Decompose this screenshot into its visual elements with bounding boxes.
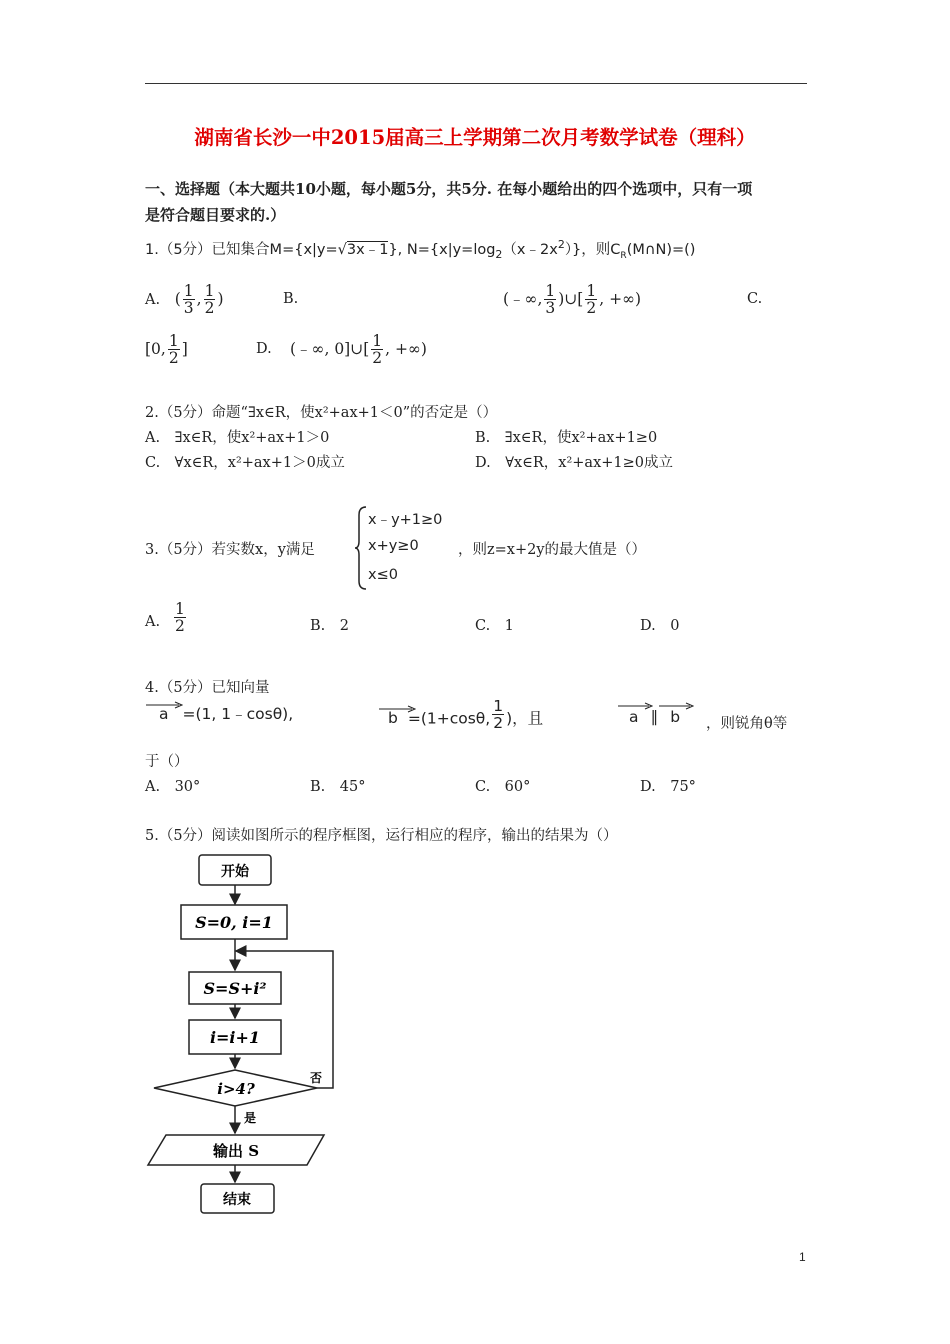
q4-eq2-den: 2 bbox=[493, 714, 504, 733]
q1-c-part1: [0, bbox=[145, 339, 166, 358]
vector-arrow-icon bbox=[658, 702, 694, 710]
q4-vector-line bbox=[145, 702, 293, 724]
q1-option-b bbox=[503, 283, 641, 317]
q1-tail: ）}，则C bbox=[564, 242, 621, 258]
q1-b-frac1-den: 3 bbox=[545, 299, 556, 318]
q4-vec-b2 bbox=[658, 708, 692, 726]
q1-log-exp: 2 bbox=[557, 238, 565, 252]
q4-option-b: B. 45° bbox=[310, 779, 366, 795]
q3-suffix: ，则z=x+2y的最大值是（） bbox=[458, 542, 647, 558]
q4-vector-b-line bbox=[378, 697, 544, 736]
q4-parallel-expr bbox=[617, 708, 692, 726]
q3-a-frac bbox=[174, 601, 186, 635]
q3-option-b: B. 2 bbox=[310, 618, 349, 634]
q2-option-b: B. ∃x∈R，使x²+ax+1≥0 bbox=[475, 430, 658, 446]
q1-b-frac1 bbox=[544, 283, 556, 317]
q1-a-frac2-den: 2 bbox=[204, 299, 215, 318]
q4-parallel: ∥ bbox=[650, 708, 659, 726]
q4-option-c: C. 60° bbox=[475, 779, 531, 795]
q1-option-a bbox=[145, 283, 224, 317]
q1-a-frac1-num: 1 bbox=[183, 282, 194, 300]
q4-eq2-post: )，且 bbox=[506, 709, 544, 728]
q1-b-frac2-num: 1 bbox=[586, 282, 597, 300]
question-2-stem: 2.（5分）命题“∃x∈R，使x²+ax+1＜0”的否定是（） bbox=[145, 405, 498, 421]
flow-cond-label: i>4? bbox=[217, 1080, 255, 1098]
q1-b-frac1-num: 1 bbox=[545, 282, 556, 300]
flow-output-label: 输出 S bbox=[212, 1142, 260, 1160]
q1-option-c bbox=[145, 333, 188, 367]
flow-init-label: S=0, i=1 bbox=[195, 913, 273, 932]
question-4-stem: 4.（5分）已知向量 bbox=[145, 680, 270, 696]
q4-vec-a-label: a bbox=[159, 705, 169, 723]
q1-option-b-label: B. bbox=[283, 291, 299, 307]
q3-a-num: 1 bbox=[175, 600, 185, 618]
q4-vec-b-label: b bbox=[388, 709, 398, 728]
q1-option-d-label: D. bbox=[256, 341, 272, 357]
vector-arrow-icon bbox=[378, 705, 416, 713]
question-3-prefix: 3.（5分）若实数x，y满足 bbox=[145, 542, 315, 558]
q2-option-d: D. ∀x∈R，x²+ax+1≥0成立 bbox=[475, 455, 674, 471]
q3-option-a bbox=[172, 601, 188, 635]
page-number: 1 bbox=[799, 1250, 806, 1264]
q4-stem-line2: 于（） bbox=[145, 754, 189, 770]
q3-condition-1: x﹣y+1≥0 bbox=[368, 512, 443, 528]
section-heading-line2: 是符合题目要求的.） bbox=[145, 206, 286, 224]
q4-vec-b2-label: b bbox=[670, 708, 681, 726]
section-heading-line1: 一、选择题（本大题共10小题，每小题5分，共5分. 在每小题给出的四个选项中，只有一项 bbox=[145, 180, 753, 198]
q3-condition-2: x+y≥0 bbox=[368, 538, 419, 554]
q2-option-c: C. ∀x∈R，x²+ax+1＞0成立 bbox=[145, 455, 345, 471]
q1-log-base: 2 bbox=[495, 247, 503, 261]
q4-eq2-frac bbox=[492, 698, 504, 732]
q1-a-close: ) bbox=[217, 289, 224, 308]
q1-option-c-label: C. bbox=[747, 291, 763, 307]
vector-arrow-icon bbox=[617, 702, 653, 710]
q1-a-comma: , bbox=[196, 289, 202, 308]
q4-tail: ，则锐角θ等 bbox=[706, 716, 788, 732]
q1-option-a-label: A. bbox=[145, 291, 161, 308]
q1-a-frac2-num: 1 bbox=[204, 282, 215, 300]
q3-condition-3: x≤0 bbox=[368, 567, 398, 583]
q1-a-frac2 bbox=[204, 283, 216, 317]
q1-c-frac-num: 1 bbox=[168, 332, 179, 350]
flow-yes-label: 是 bbox=[244, 1111, 257, 1125]
flow-sum-label: S=S+i² bbox=[203, 979, 267, 998]
q1-sqrt-content: 3x﹣1 bbox=[346, 242, 389, 258]
flowchart bbox=[140, 850, 340, 1220]
q1-b-part1: (﹣∞, bbox=[503, 289, 543, 308]
q1-c-frac bbox=[168, 333, 180, 367]
left-brace-icon bbox=[354, 505, 368, 591]
q1-log-arg: （x﹣2x bbox=[502, 242, 558, 258]
header-rule bbox=[145, 83, 807, 84]
q1-d-frac-num: 1 bbox=[372, 332, 383, 350]
q1-d-part2: , +∞) bbox=[385, 339, 427, 358]
q4-vec-a2-label: a bbox=[629, 708, 639, 726]
q1-prefix: 1.（5分）已知集合M={x|y= bbox=[145, 242, 338, 258]
q4-eq1: =(1, 1﹣cosθ), bbox=[182, 705, 294, 723]
q1-d-frac bbox=[371, 333, 383, 367]
q1-a-frac1 bbox=[183, 283, 195, 317]
question-1-stem bbox=[145, 238, 695, 261]
q1-c-frac-den: 2 bbox=[168, 349, 179, 368]
q4-option-d: D. 75° bbox=[640, 779, 696, 795]
q4-vec-a bbox=[145, 705, 183, 723]
flow-no-label: 否 bbox=[310, 1071, 323, 1085]
question-5-stem: 5.（5分）阅读如图所示的程序框图，运行相应的程序，输出的结果为（） bbox=[145, 828, 618, 844]
q1-d-part1: (﹣∞, 0]∪[ bbox=[290, 339, 370, 358]
q4-eq2-pre: =(1+cosθ, bbox=[407, 709, 491, 728]
flow-start-label: 开始 bbox=[221, 864, 249, 880]
q1-c-part2: ] bbox=[181, 339, 188, 358]
q1-b-part3: , +∞) bbox=[599, 289, 642, 308]
q4-option-a: A. 30° bbox=[145, 779, 201, 795]
flow-end-label: 结束 bbox=[223, 1192, 251, 1208]
page-title: 湖南省长沙一中2015届高三上学期第二次月考数学试卷（理科） bbox=[194, 126, 756, 149]
q1-a-frac1-den: 3 bbox=[183, 299, 194, 318]
vector-arrow-icon bbox=[145, 701, 183, 709]
q1-option-d bbox=[290, 333, 427, 367]
q1-b-frac2-den: 2 bbox=[586, 299, 597, 318]
q1-end: (M∩N)=() bbox=[626, 242, 696, 258]
q3-option-c: C. 1 bbox=[475, 618, 514, 634]
q4-eq2-num: 1 bbox=[493, 697, 504, 715]
q2-option-a: A. ∃x∈R，使x²+ax+1＞0 bbox=[145, 430, 330, 446]
q1-mid: }, N={x|y=log bbox=[388, 242, 496, 258]
q1-b-part2: )∪[ bbox=[558, 289, 584, 308]
q1-sub-r: R bbox=[620, 250, 627, 261]
q3-a-den: 2 bbox=[175, 617, 185, 636]
q3-option-a-label: A. bbox=[145, 614, 161, 630]
q1-b-frac2 bbox=[585, 283, 597, 317]
q3-option-d: D. 0 bbox=[640, 618, 680, 634]
q4-vec-b bbox=[378, 709, 408, 727]
q4-vec-a2 bbox=[617, 708, 651, 726]
q1-a-open: ( bbox=[174, 289, 181, 308]
q1-d-frac-den: 2 bbox=[372, 349, 383, 368]
flow-inc-label: i=i+1 bbox=[209, 1028, 261, 1047]
sqrt-symbol: √ bbox=[337, 242, 347, 258]
